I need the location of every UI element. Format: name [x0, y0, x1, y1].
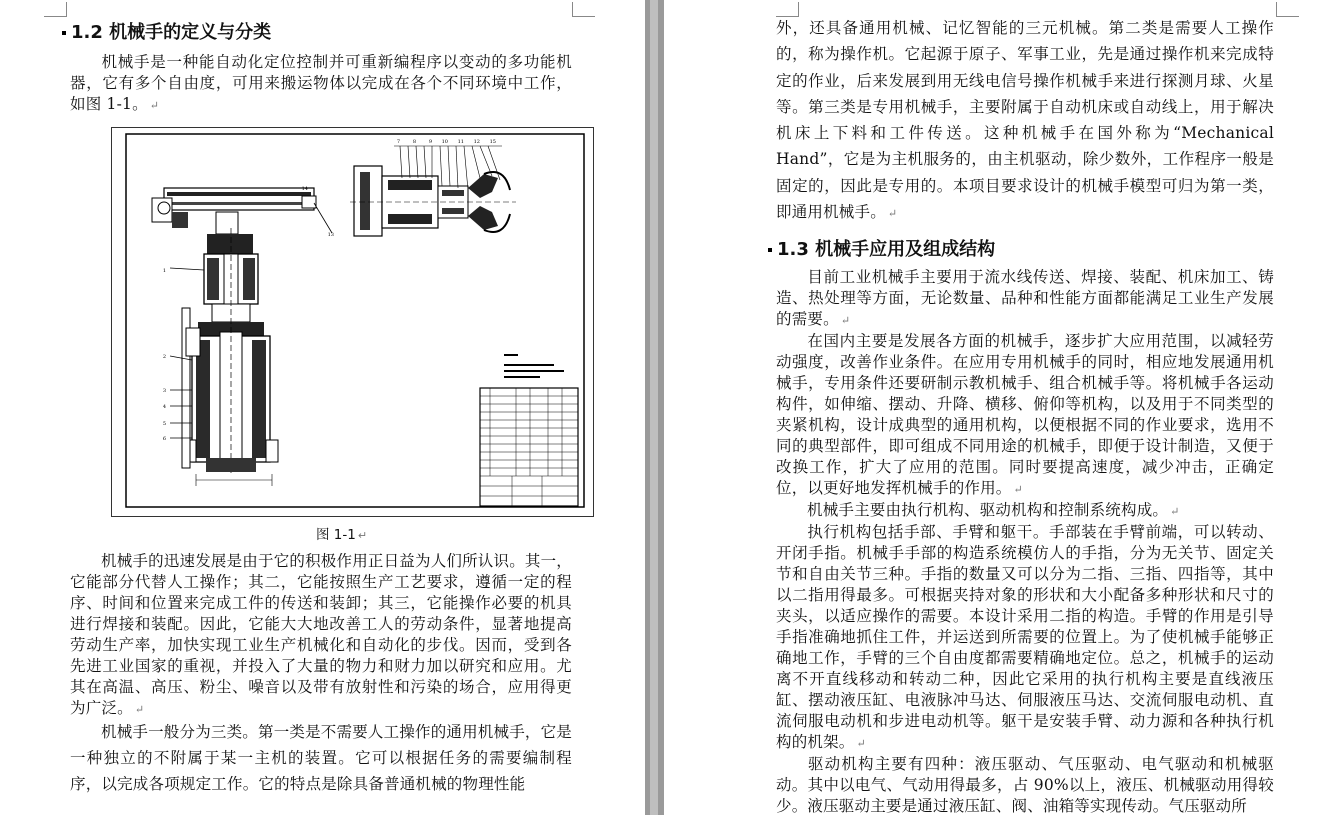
part-number-label: 15 [489, 139, 496, 145]
paragraph-text: 驱动机构主要有四种：液压驱动、气压驱动、电气驱动和机械驱动。其中以电气、气动用得最多，占 90%以上，液压、机械驱动用得较少。液压驱动主要是通过液压缸、阀、油箱等实现传动。气压驱动所 [776, 755, 1274, 815]
section-heading [62, 18, 271, 44]
paragraph [70, 551, 572, 720]
crop-mark [44, 2, 67, 17]
document-page-right [664, 0, 1334, 815]
paragraph-mark-icon: ↵ [856, 737, 866, 750]
paragraph-mark-icon: ↵ [357, 529, 368, 542]
part-number-label: 8 [412, 139, 416, 145]
part-number-label: 2 [162, 354, 166, 360]
engineering-drawing-figure [111, 127, 594, 517]
figure-caption-text: 图 1-1 [316, 527, 356, 543]
paragraph-mark-icon: ↵ [887, 207, 898, 221]
paragraph-mark-icon: ↵ [134, 703, 145, 716]
section-heading [768, 235, 995, 261]
page-gutter-shadow [650, 0, 658, 815]
paragraph [776, 267, 1274, 815]
part-number-label: 10 [441, 139, 448, 145]
paragraph-mark-icon: ↵ [1170, 505, 1180, 518]
part-number-label: 9 [428, 139, 432, 145]
list-bullet-icon [62, 31, 66, 35]
paragraph-text: 机械手是一种能自动化定位控制并可重新编程序以变动的多功能机器，它有多个自由度，可用来搬运物体以完成在各个不同环境中工作，如图 1-1。 [70, 53, 572, 113]
part-number-label: 11 [457, 139, 464, 145]
paragraph-text: 机械手的迅速发展是由于它的积极作用正日益为人们所认识。其一，它能部分代替人工操作；其二，它能按照生产工艺要求，遵循一定的程序、时间和位置来完成工件的传送和装卸；其三，它能操作必要的机具进行焊接和装配。因此，它能大大地改善工人的劳动条件，显著地提高劳动生产率，加快实现工业生产机械化和自动化的步伐。因而，受到各先进工业国家的重视，并投入了大量的物力和财力加以研究和应用。尤其在高温、高压、粉尘、噪音以及带有放射性和污染的场合，应用得更为广泛。 [70, 552, 573, 717]
section-heading-text: 1.3 机械手应用及组成结构 [777, 239, 996, 260]
paragraph-text: 在国内主要是发展各方面的机械手，逐步扩大应用范围，以减轻劳动强度，改善作业条件。在应用专用机械手的同时，相应地发展通用机械手，专用条件还要研制示教机械手、组合机械手等。将机械手各运动构件，如伸缩、摆动、升降、横移、俯仰等机构，以及用于不同类型的夹紧机构，设计成典型的通用机构，以便根据不同的作业要求，选用不同的典型部件，即可组成不同用途的机械手，即便于设计制造，又便于改换工作，扩大了应用的范围。同时要提高速度，减少冲击，正确定位，以更好地发挥机械手的作用。 [776, 332, 1274, 497]
paragraph [70, 719, 572, 797]
paragraph [70, 52, 572, 116]
paragraph-text: 机械手主要由执行机构、驱动机构和控制系统构成。 [807, 501, 1169, 519]
manipulator-drawing [112, 128, 593, 516]
paragraph-text: 机械手一般分为三类。第一类是不需要人工操作的通用机械手，它是一种独立的不附属于某一主机的装置。它可以根据任务的需要编制程序，以完成各项规定工作。它的特点是除具备普通机械的物理性能 [70, 723, 573, 793]
part-number-label: 1 [162, 268, 166, 274]
figure-caption [316, 523, 367, 543]
paragraph-text: 目前工业机械手主要用于流水线传送、焊接、装配、机床加工、铸造、热处理等方面，无论数量、品种和性能方面都能满足工业生产发展的需要。 [776, 268, 1274, 328]
crop-mark [572, 2, 595, 17]
section-heading-text: 1.2 机械手的定义与分类 [71, 22, 272, 43]
paragraph [776, 15, 1274, 227]
crop-mark [1276, 2, 1299, 17]
part-number-label: 3 [162, 388, 166, 394]
part-number-label: 12 [473, 139, 480, 145]
paragraph-mark-icon: ↵ [840, 314, 851, 327]
paragraph-text: 外，还具备通用机械、记忆智能的三元机械。第二类是需要人工操作的，称为操作机。它起源于原子、军事工业，先是通过操作机来完成特定的作业，后来发展到用无线电信号操作机械手来进行探测月球、火星等。第三类是专用机械手，主要附属于自动机床或自动线上，用于解决机床上下料和工件传送。这种机械手在国外称为“Mechanical Hand”，它是为主机服务的，由主机驱动，除少数外，工作程序一般是固定的，因此是专用的。本项目要求设计的机械手模型可归为第一类，即通用机械手。 [776, 19, 1274, 222]
paragraph-text: 执行机构包括手部、手臂和躯干。手部装在手臂前端，可以转动、开闭手指。机械手手部的构造系统模仿人的手指，分为无关节、固定关节和自由关节三种。手指的数量又可以分为二指、三指、四指等，其中以二指用得最多。可根据夹持对象的形状和大小配备多种形状和尺寸的夹头，以适应操作的需要。本设计采用二指的构造。手臂的作用是引导手指准确地抓住工件，并运送到所需要的位置上。为了使机械手能够正确地工作，手臂的三个自由度都需要精确地定位。总之，机械手的运动离不开直线移动和转动二种，因此它采用的执行机构主要是直线液压缸、摆动液压缸、电液脉冲马达、伺服液压马达、交流伺服电动机、直流伺服电动机和步进电动机等。躯干是安装手臂、动力源和各种执行机构的机架。 [776, 523, 1274, 751]
paragraph-mark-icon: ↵ [1013, 483, 1023, 496]
paragraph-mark-icon: ↵ [149, 99, 160, 112]
document-page-left [0, 0, 645, 815]
part-number-label: 7 [396, 139, 400, 145]
list-bullet-icon [768, 248, 772, 252]
part-number-label: 6 [162, 436, 166, 442]
part-number-label: 14 [301, 186, 308, 192]
part-number-label: 5 [162, 421, 166, 427]
part-number-label: 13 [327, 232, 334, 238]
part-number-label: 4 [162, 404, 166, 410]
